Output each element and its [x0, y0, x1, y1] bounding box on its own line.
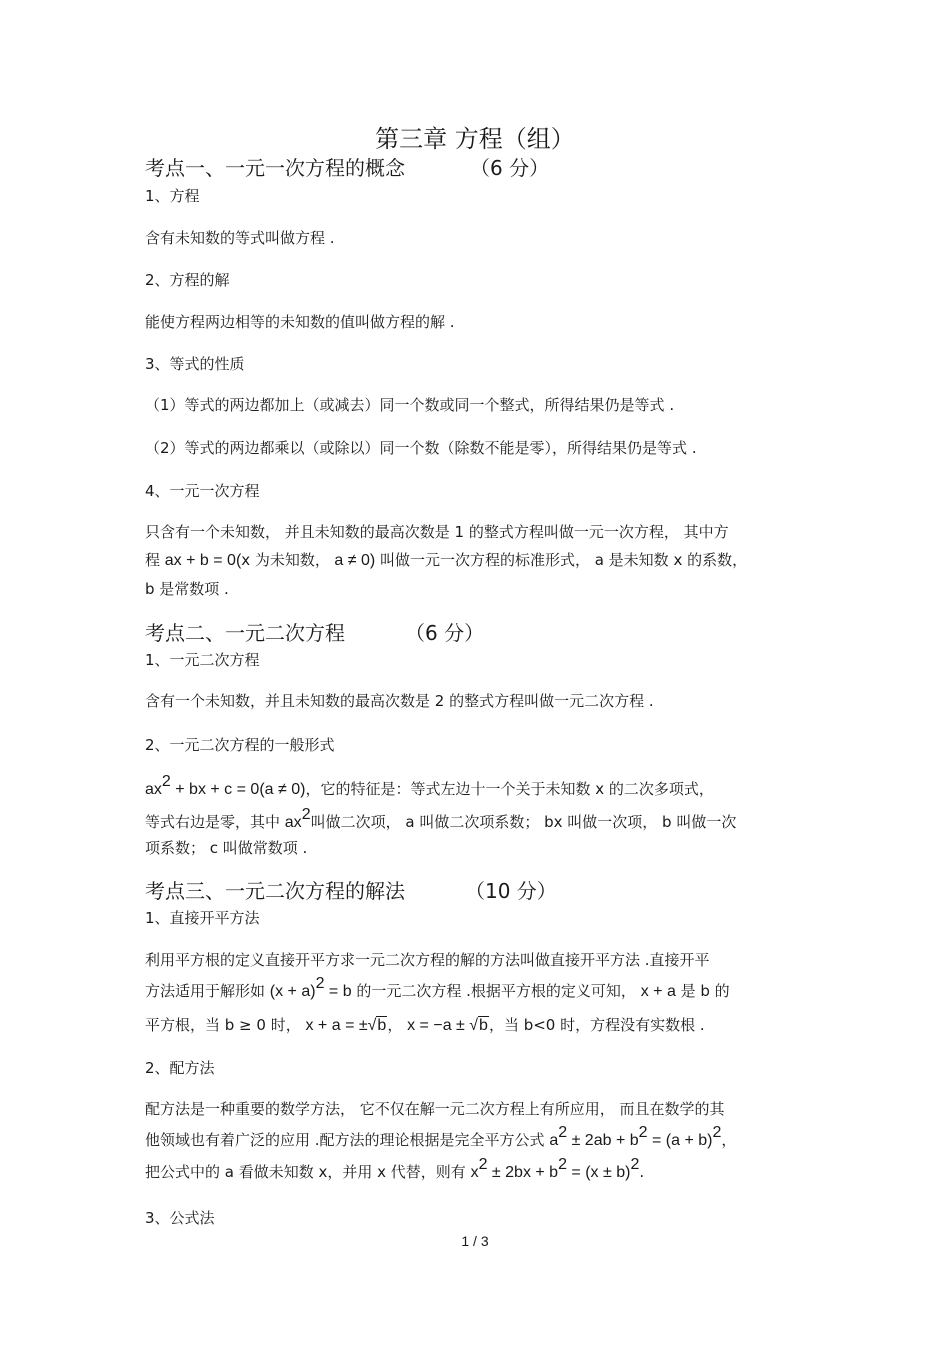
s1-p2: 能使方程两边相等的未知数的值叫做方程的解 .: [145, 313, 455, 331]
s1-p4-line2: 程 ax + b = 0(x 为未知数， a ≠ 0) 叫做一元一次方程的标准形式， a 是未知数 x 的系数，: [145, 551, 748, 569]
s2-p2-line2: 等式右边是零，其中 $ax^2$叫做二次项， a 叫做二次项系数； bx 叫做一次项， b 叫做一次: [145, 806, 737, 831]
section-3-heading: 考点三、一元二次方程的解法 （10 分）: [145, 879, 557, 903]
section-2-heading: 考点二、一元二次方程 （6 分）: [145, 621, 485, 645]
s2-p2-line3: 项系数； c 叫做常数项 .: [145, 839, 308, 857]
s1-h1: 1、方程: [145, 187, 200, 205]
s3-p2-line3: 把公式中的 a 看做未知数 x，并用 x 代替，则有 $x^2 \pm 2bx + b^2 = (x \pm b)^2$.: [145, 1156, 645, 1181]
s1-h2: 2、方程的解: [145, 271, 230, 289]
s1-p4-line1: 只含有一个未知数， 并且未知数的最高次数是 1 的整式方程叫做一元一次方程， 其中方: [145, 523, 729, 541]
s1-p4-line3: b 是常数项 .: [145, 580, 229, 598]
s3-p1-line1: 利用平方根的定义直接开平方求一元二次方程的解的方法叫做直接开平方法 .直接开平: [145, 951, 710, 969]
s1-p3a: （1）等式的两边都加上（或减去）同一个数或同一个整式，所得结果仍是等式 .: [145, 396, 675, 414]
s3-h1: 1、直接开平方法: [145, 909, 260, 927]
s1-p1: 含有未知数的等式叫做方程 .: [145, 229, 335, 247]
s2-p1: 含有一个未知数，并且未知数的最高次数是 2 的整式方程叫做一元二次方程 .: [145, 692, 654, 710]
s3-h3: 3、公式法: [145, 1209, 215, 1227]
s2-h1: 1、一元二次方程: [145, 651, 260, 669]
s1-h4: 4、一元一次方程: [145, 482, 260, 500]
page-number: 1 / 3: [461, 1233, 489, 1249]
s2-p2-line1: $ax^2$ + bx + c = 0(a ≠ 0)，它的特征是：等式左边十一个关于未知数 x 的二次多项式，: [145, 773, 714, 798]
s3-p1-line2: 方法适用于解形如 $(x + a)^2 = b$ 的一元二次方程 .根据平方根的定义可知， x + a 是 b 的: [145, 975, 730, 1000]
s3-h2: 2、配方法: [145, 1059, 215, 1077]
s1-p3b: （2）等式的两边都乘以（或除以）同一个数（除数不能是零），所得结果仍是等式 .: [145, 439, 697, 457]
s1-h3: 3、等式的性质: [145, 355, 245, 373]
s2-h2: 2、一元二次方程的一般形式: [145, 736, 335, 754]
chapter-title: 第三章 方程（组）: [375, 125, 575, 153]
section-1-heading: 考点一、一元一次方程的概念 （6 分）: [145, 156, 550, 180]
s3-p1-line3: 平方根，当 b ≥ 0 时， x + a = ±√b， x = −a ± √b，当 b<0 时，方程没有实数根 .: [145, 1016, 705, 1034]
s3-p2-line2: 他领域也有着广泛的应用 .配方法的理论根据是完全平方公式 $a^2 \pm 2ab + b^2 = (a + b)^2$，: [145, 1124, 737, 1149]
s3-p2-line1: 配方法是一种重要的数学方法， 它不仅在解一元二次方程上有所应用， 而且在数学的其: [145, 1100, 725, 1118]
